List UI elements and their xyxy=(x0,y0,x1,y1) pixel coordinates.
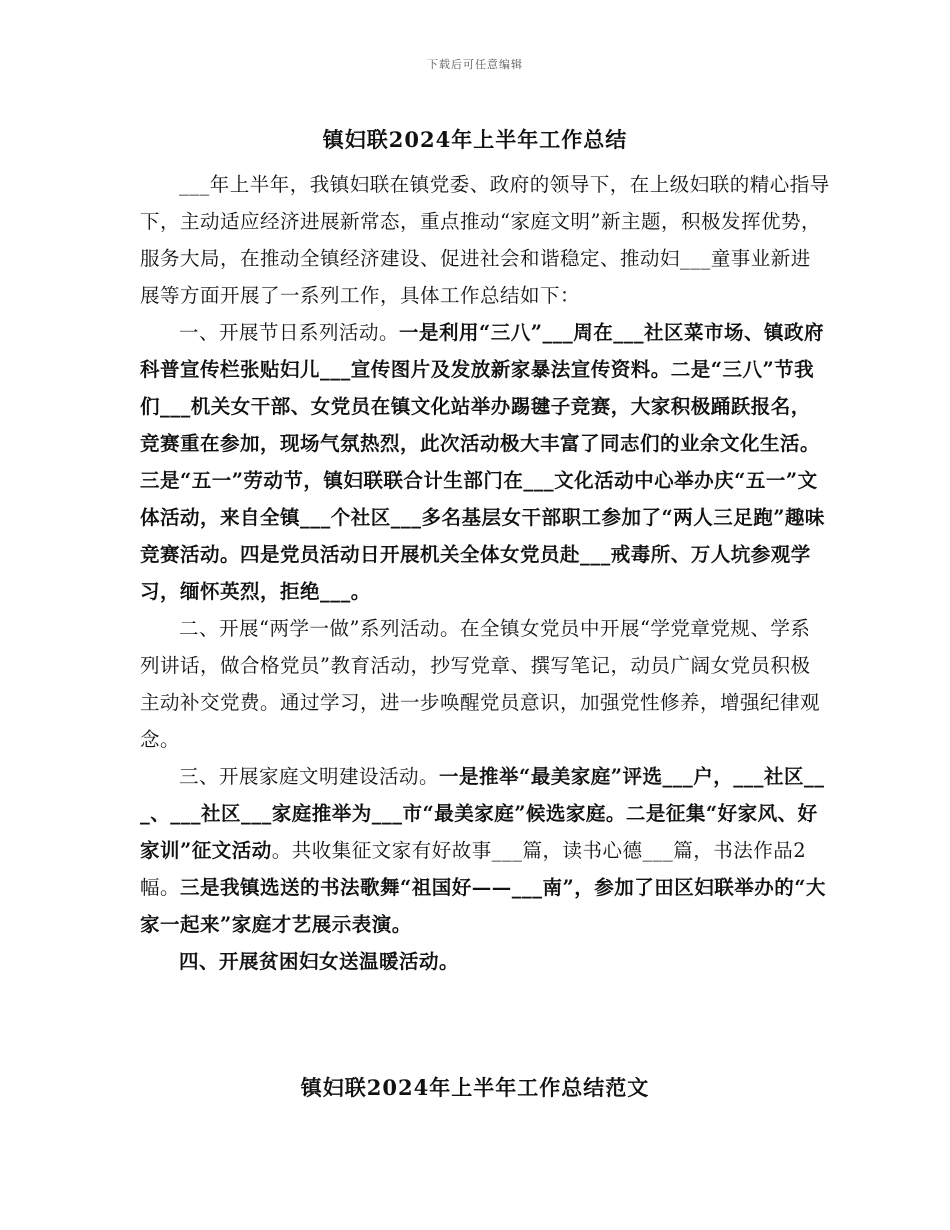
page-header-note: 下载后可任意编辑 xyxy=(427,58,523,71)
two-studies-text: 二、开展“两学一做”系列活动。在全镇女党员中开展“学党章党规、学系列讲话，做合格党员”教育活动，抄写党章、撰写笔记，动员广阔女党员积极主动补交党费。通过学习，进一步唤醒党员意识，加强党性修养，增强纪律观念。 xyxy=(140,617,821,751)
document-body xyxy=(140,166,830,980)
next-document-title: 镇妇联2024年上半年工作总结范文 xyxy=(300,1075,650,1100)
family-civilization-bold-1: 一是推举“最美家庭”评选___户，___社区___、___社区___家庭推举为___市“最美家庭”候选家庭。二是征集“好家风、好家训”征文活动 xyxy=(140,765,825,862)
intro-text: ___年上半年，我镇妇联在镇党委、政府的领导下，在上级妇联的精心指导下，主动适应经济进展新常态，重点推动“家庭文明”新主题，积极发挥优势，服务大局，在推动全镇经济建设、促进社会和谐稳定、推动妇___童事业新进展等方面开展了一系列工作，具体工作总结如下： xyxy=(140,173,830,307)
family-civilization-bold-2: 三是我镇选送的书法歌舞“祖国好——___南”，参加了田区妇联举办的“大家一起来”家庭才艺展示表演。 xyxy=(140,876,826,936)
paragraph-family-civilization xyxy=(140,758,830,943)
section-heading: 四、开展贫困妇女送温暖活动。 xyxy=(179,950,460,973)
paragraph-two-studies xyxy=(140,610,830,758)
paragraph-holiday-activities xyxy=(140,314,830,610)
section-heading: 一、开展节日系列活动。 xyxy=(179,321,400,344)
paragraph-intro xyxy=(140,166,830,314)
holiday-activities-text: 一是利用“三八”___周在___社区菜市场、镇政府科普宣传栏张贴妇儿___宣传图片及发放新家暴法宣传资料。二是“三八”节我们___机关女干部、女党员在镇文化站举办踢毽子竞赛，大家积极踊跃报名，竞赛重在参加，现场气氛热烈，此次活动极大丰富了同志们的业余文化生活。三是“五一”劳动节，镇妇联联合计生部门在___文化活动中心举办庆“五一”文体活动，来自全镇___个社区___多名基层女干部职工参加了“两人三足跑”趣味竞赛活动。四是党员活动日开展机关全体女党员赴___戒毒所、万人坑参观学习，缅怀英烈，拒绝___。 xyxy=(140,321,825,603)
section-heading: 三、开展家庭文明建设活动。 xyxy=(179,765,440,788)
paragraph-poverty-relief xyxy=(140,943,830,980)
family-civilization-plain: 。共收集征文家有好故事___篇，读书心德___篇，书法作品2幅。 xyxy=(140,839,807,899)
document-title: 镇妇联2024年上半年工作总结 xyxy=(322,127,628,152)
